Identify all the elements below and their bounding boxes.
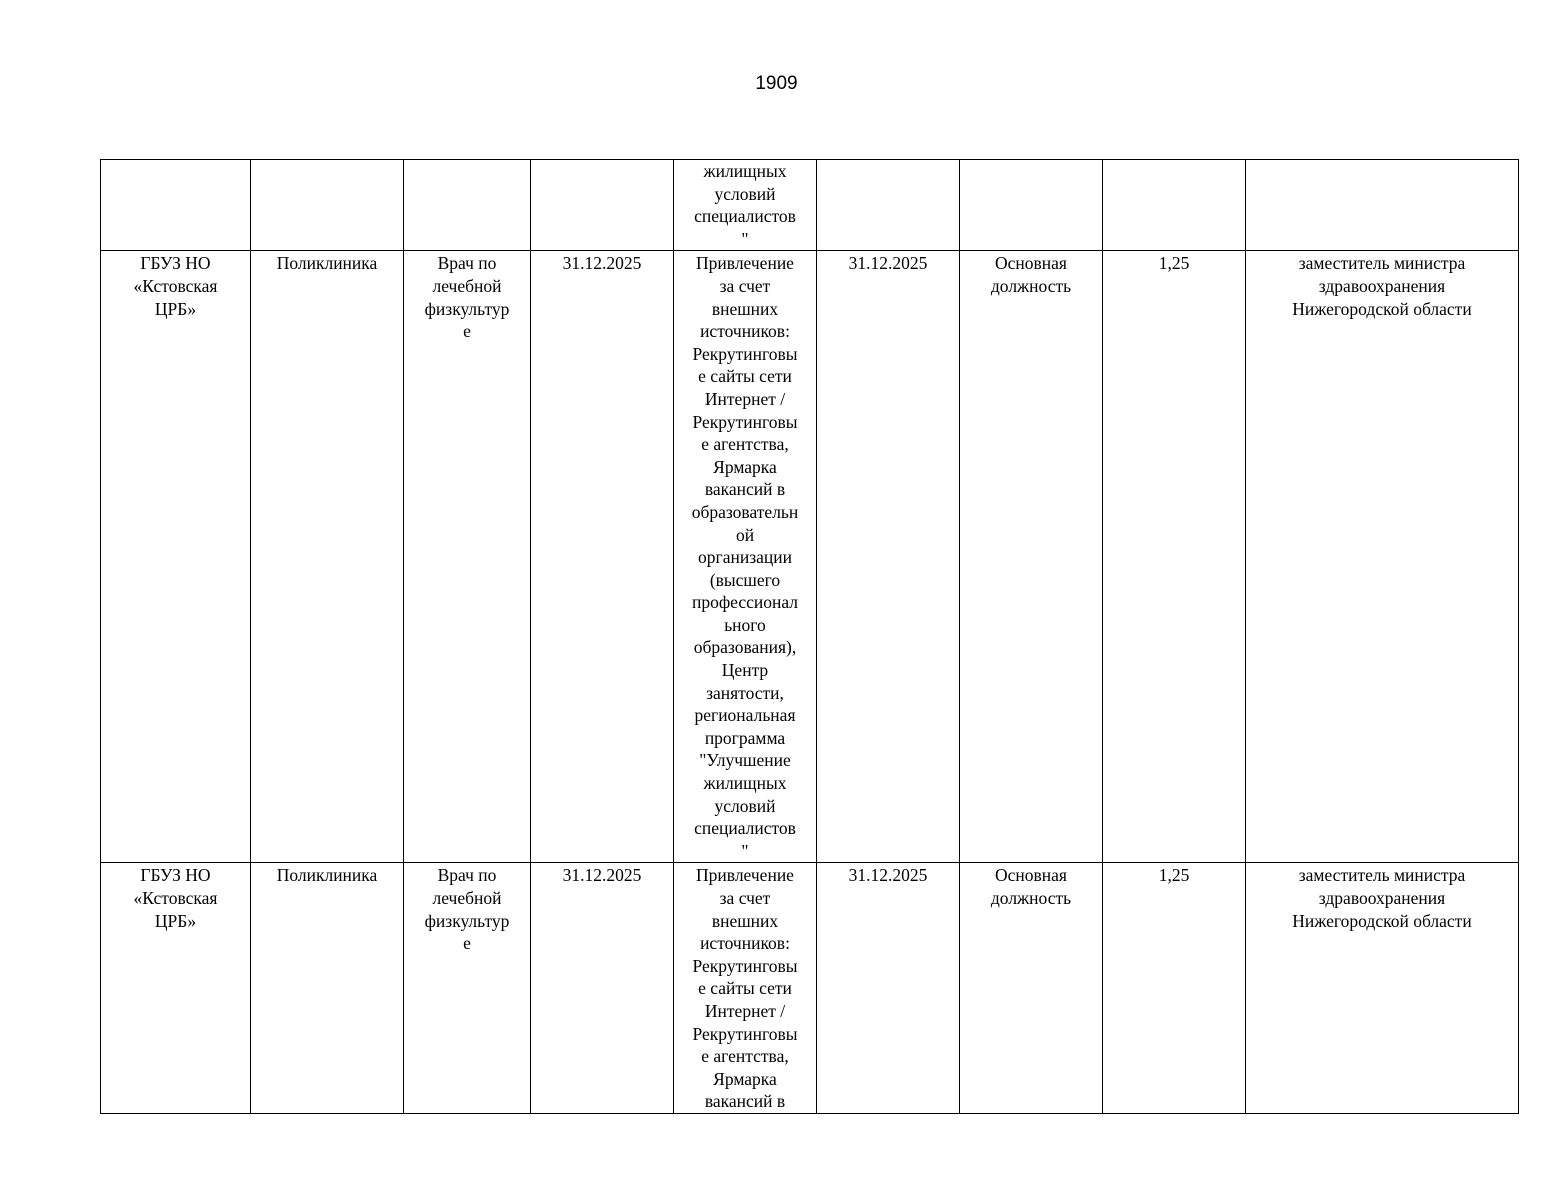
measures-line: е сайты сети [698, 978, 792, 999]
employment-type-lines [966, 864, 1096, 909]
fill-date-text: 31.12.2025 [848, 865, 928, 886]
measures-line: е агентства, [701, 434, 789, 455]
department-text: Поликлиника [276, 865, 378, 886]
responsible-line: заместитель министра [1298, 253, 1466, 274]
position-line: физкультур [424, 298, 510, 319]
fill-date-text: 31.12.2025 [848, 253, 928, 274]
measures-line: профессионал [691, 592, 799, 613]
organization-line: ЦРБ» [154, 910, 197, 931]
position-line: Врач по [437, 865, 497, 886]
organization-cell [101, 863, 251, 1114]
position-lines [410, 864, 524, 954]
rate-text: 1,25 [1158, 865, 1190, 886]
measures-line: условий [714, 183, 776, 204]
measures-line: Рекрутинговы [692, 955, 798, 976]
measures-line: источников: [700, 321, 790, 342]
rate-cell [1103, 160, 1246, 251]
measures-line: "Улучшение [699, 750, 791, 771]
measures-line: (высшего [709, 569, 781, 590]
position-line: е [463, 321, 471, 342]
measures-line: источников: [700, 933, 790, 954]
need-date-text: 31.12.2025 [562, 865, 642, 886]
measures-line: е сайты сети [698, 366, 792, 387]
responsible-line: здравоохранения [1318, 888, 1446, 908]
employment-type-line: Основная [995, 865, 1067, 886]
responsible-cell [1246, 863, 1519, 1114]
table-row [101, 863, 1519, 1114]
position-cell [404, 160, 531, 251]
position-line: лечебной [432, 888, 502, 908]
responsible-lines [1252, 864, 1512, 932]
need-date-cell [531, 251, 674, 863]
measures-line: ой [735, 524, 755, 545]
measures-line: внешних [711, 298, 779, 319]
table-row [101, 160, 1519, 251]
organization-line: ЦРБ» [154, 298, 197, 319]
measures-line: Рекрутинговы [692, 411, 798, 432]
department-cell [251, 863, 404, 1114]
measures-lines [680, 252, 810, 862]
page-number: 1909 [755, 73, 798, 94]
need-date-cell [531, 160, 674, 251]
organization-line: «Кстовская [133, 275, 218, 296]
employment-type-cell [960, 251, 1103, 863]
measures-line: вакансий в [704, 1091, 786, 1112]
position-lines [410, 252, 524, 342]
organization-line: ГБУЗ НО [140, 865, 211, 886]
responsible-line: Нижегородской области [1292, 298, 1472, 319]
fill-date-cell [817, 251, 960, 863]
measures-line: за счет [719, 275, 771, 296]
responsible-cell [1246, 251, 1519, 863]
measures-line: жилищных [703, 161, 787, 181]
measures-line: Центр [721, 660, 769, 681]
rate-cell [1103, 251, 1246, 863]
measures-line: специалистов [694, 818, 796, 839]
position-cell [404, 863, 531, 1114]
fill-date-cell [817, 160, 960, 251]
staffing-table [100, 159, 1519, 1114]
responsible-cell [1246, 160, 1519, 251]
organization-cell [101, 160, 251, 251]
need-date-cell [531, 863, 674, 1114]
employment-type-line: Основная [995, 253, 1067, 274]
measures-cell [674, 863, 817, 1114]
employment-type-cell [960, 863, 1103, 1114]
table-row [101, 251, 1519, 863]
measures-line: Интернет / [704, 1000, 786, 1021]
responsible-lines [1252, 252, 1512, 320]
organization-lines [107, 864, 244, 932]
employment-type-lines [966, 252, 1096, 297]
measures-line: Привлечение [696, 253, 794, 274]
need-date-text: 31.12.2025 [562, 253, 642, 274]
rate-text: 1,25 [1158, 253, 1190, 274]
organization-cell [101, 251, 251, 863]
measures-line: образования), [693, 637, 797, 658]
measures-line: региональная [694, 705, 796, 726]
organization-line: ГБУЗ НО [140, 253, 211, 274]
measures-line: е агентства, [701, 1046, 789, 1067]
measures-line: Ярмарка [713, 1068, 777, 1089]
measures-cell [674, 160, 817, 251]
measures-lines [680, 160, 810, 250]
measures-line: Рекрутинговы [692, 1023, 798, 1044]
rate-cell [1103, 863, 1246, 1114]
responsible-line: Нижегородской области [1292, 910, 1472, 931]
measures-line: Интернет / [704, 388, 786, 409]
responsible-line: здравоохранения [1318, 275, 1446, 296]
measures-line: вакансий в [704, 479, 786, 500]
measures-line: внешних [711, 910, 779, 931]
employment-type-line: должность [990, 275, 1072, 296]
department-cell [251, 251, 404, 863]
employment-type-line: должность [990, 888, 1072, 908]
department-cell [251, 160, 404, 251]
measures-line: условий [714, 795, 776, 816]
measures-line: Рекрутинговы [692, 343, 798, 364]
measures-line: программа [704, 727, 786, 748]
measures-line: " [741, 840, 749, 861]
measures-line: за счет [719, 888, 771, 908]
position-cell [404, 251, 531, 863]
fill-date-cell [817, 863, 960, 1114]
organization-lines [107, 252, 244, 320]
position-line: е [463, 933, 471, 954]
measures-line: ьного [724, 614, 766, 635]
measures-cell [674, 251, 817, 863]
responsible-line: заместитель министра [1298, 865, 1466, 886]
position-line: физкультур [424, 910, 510, 931]
position-line: лечебной [432, 275, 502, 296]
measures-line: занятости, [706, 682, 784, 703]
position-line: Врач по [437, 253, 497, 274]
organization-line: «Кстовская [133, 888, 218, 908]
measures-lines [680, 864, 810, 1113]
department-text: Поликлиника [276, 253, 378, 274]
measures-line: специалистов [694, 206, 796, 227]
measures-line: Привлечение [696, 865, 794, 886]
measures-line: организации [698, 547, 792, 568]
measures-line: образовательн [691, 501, 799, 522]
measures-line: Ярмарка [713, 456, 777, 477]
measures-line: жилищных [703, 773, 787, 794]
measures-line: " [741, 228, 749, 249]
employment-type-cell [960, 160, 1103, 251]
